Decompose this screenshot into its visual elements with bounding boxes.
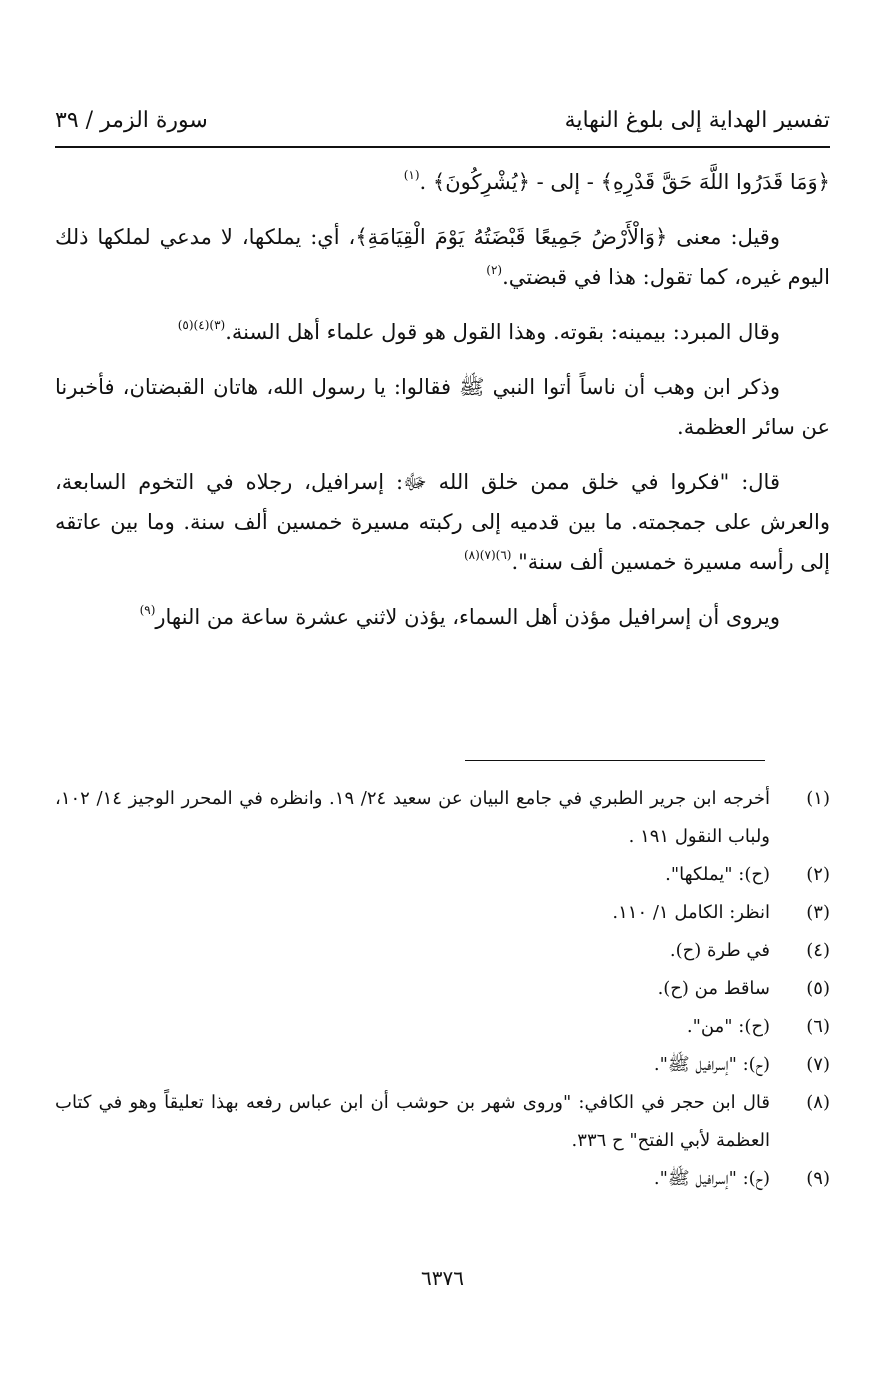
footnote-text: انظر: الكامل ١/ ١١٠. bbox=[612, 902, 770, 923]
footnote-text: أخرجه ابن جرير الطبري في جامع البيان عن سعيد ٢٤/ ١٩. وانظره في المحرر الوجيز ١٤/ ١٠٢، ولباب النقول ١٩١ . bbox=[55, 788, 770, 847]
footnote-text: (ح): "يملكها". bbox=[665, 864, 770, 885]
footnote-item bbox=[55, 970, 830, 1008]
footnote-number: (٧) bbox=[806, 1054, 830, 1075]
footnote-item bbox=[55, 1046, 830, 1084]
paragraph-text: وقال المبرد: بيمينه: بقوته. وهذا القول هو قول علماء أهل السنة. bbox=[225, 320, 780, 344]
footnote-item bbox=[55, 780, 830, 856]
footnote-text: في طرة (ح). bbox=[669, 940, 770, 961]
footnote-marker[interactable]: (١) bbox=[403, 168, 420, 182]
footnote-text: قال ابن حجر في الكافي: "وروى شهر بن حوشب أن ابن عباس رفعه بهذا تعليقاً وهو في كتاب العظمة لأبي الفتح" ح ٣٣٦. bbox=[55, 1092, 770, 1151]
footnote-separator bbox=[465, 760, 765, 761]
footnote-number: (٨) bbox=[806, 1092, 830, 1113]
surah-reference: سورة الزمر / ٣٩ bbox=[55, 108, 208, 133]
running-header bbox=[55, 100, 830, 140]
footnote-marker[interactable]: (٦)(٧)(٨) bbox=[463, 548, 512, 562]
footnote-text: (ح): "إسرافيل ﷺ". bbox=[653, 1168, 770, 1189]
footnote-number: (٤) bbox=[806, 940, 830, 961]
paragraph bbox=[55, 597, 830, 637]
footnote-text: (ح): "من". bbox=[686, 1016, 770, 1037]
footnote-item bbox=[55, 1160, 830, 1198]
book-title: تفسير الهداية إلى بلوغ النهاية bbox=[564, 108, 830, 133]
footnote-text: ساقط من (ح). bbox=[657, 978, 770, 999]
footnote-number: (٥) bbox=[806, 978, 830, 999]
footnote-item bbox=[55, 1084, 830, 1160]
page-number: ٦٣٧٦ bbox=[421, 1266, 464, 1290]
paragraph bbox=[55, 462, 830, 582]
footnote-item bbox=[55, 894, 830, 932]
footnote-marker[interactable]: (٩) bbox=[139, 603, 156, 617]
footnote-number: (٣) bbox=[806, 902, 830, 923]
footnote-number: (٢) bbox=[806, 864, 830, 885]
paragraph-text: قال: "فكروا في خلق ممن خلق الله ﷻ: إسرافيل، رجلاه في التخوم السابعة، والعرش على جمجمته. ما بين قدميه إلى ركبته مسيرة خمسين ألف سنة. وما بين عاتقه إلى رأسه مسيرة خمسين ألف سنة". bbox=[55, 470, 830, 574]
footnote-number: (١) bbox=[806, 788, 830, 809]
footnote-item bbox=[55, 856, 830, 894]
footnote-marker[interactable]: (٣)(٤)(٥) bbox=[177, 318, 226, 332]
paragraph-text: ﴿وَمَا قَدَرُوا اللَّهَ حَقَّ قَدْرِهِ﴾ - إلى - ﴿يُشْرِكُونَ﴾ . bbox=[419, 170, 830, 194]
paragraph-text: ويروى أن إسرافيل مؤذن أهل السماء، يؤذن لاثني عشرة ساعة من النهار bbox=[155, 605, 780, 629]
footnote-text: (ح): "إسرافيل ﷺ". bbox=[653, 1054, 770, 1075]
paragraph bbox=[55, 367, 830, 447]
footnote-marker[interactable]: (٢) bbox=[486, 263, 503, 277]
paragraph bbox=[55, 312, 830, 352]
header-rule bbox=[55, 146, 830, 148]
paragraph-text: وذكر ابن وهب أن ناساً أتوا النبي ﷺ فقالوا: يا رسول الله، هاتان القبضتان، فأخبرنا عن سائر العظمة. bbox=[55, 375, 830, 439]
main-text bbox=[55, 162, 830, 652]
footnote-number: (٦) bbox=[806, 1016, 830, 1037]
paragraph bbox=[55, 162, 830, 202]
footnotes bbox=[55, 780, 830, 1198]
paragraph-text: وقيل: معنى ﴿وَالْأَرْضُ جَمِيعًا قَبْضَتُهُ يَوْمَ الْقِيَامَةِ﴾، أي: يملكها، لا مدعي لملكها ذلك اليوم غيره، كما تقول: هذا في قبضتي. bbox=[55, 225, 830, 289]
footnote-number: (٩) bbox=[806, 1168, 830, 1189]
footnote-item bbox=[55, 932, 830, 970]
footnote-item bbox=[55, 1008, 830, 1046]
paragraph bbox=[55, 217, 830, 297]
